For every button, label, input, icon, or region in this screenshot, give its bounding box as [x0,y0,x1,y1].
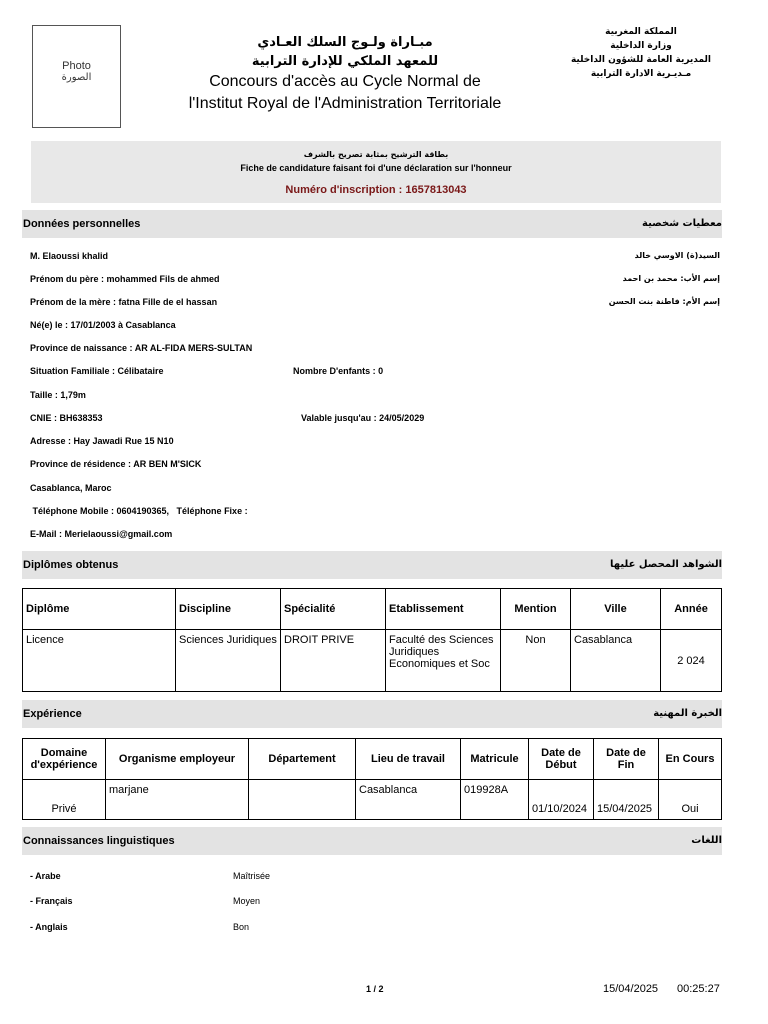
birth-date: Né(e) le : 17/01/2003 à Casablanca [30,320,176,330]
cnie-validity: Valable jusqu'au : 24/05/2029 [301,413,425,423]
residence-province: Province de résidence : AR BEN M'SICK [30,459,202,469]
column-header: Organisme employeur [106,739,249,780]
column-header: Date de Début [529,739,594,780]
column-header: Mention [501,589,571,630]
mother-name: Prénom de la mère : fatna Fille de el hassan [30,297,218,307]
print-date: 15/04/2025 [603,983,659,995]
section-title-ar: معطيات شخصية [642,218,722,229]
section-experience-header [22,700,722,728]
language-level: Moyen [233,896,261,906]
photo-label-ar: الصورة [61,72,92,83]
section-title-ar: اللغات [691,835,722,846]
table-cell: Faculté des Sciences Juridiques Economiques et Soc [386,630,501,692]
marital-status: Situation Familiale : Célibataire [30,366,164,376]
height: Taille : 1,79m [30,390,86,400]
birth-province: Province de naissance : AR AL-FIDA MERS-SULTAN [30,343,253,353]
banner-ar: بطاقة الترشيح بمثابة تصريح بالشرف [303,150,449,159]
table-cell: 019928A [461,780,529,820]
column-header: Lieu de travail [356,739,461,780]
ministry-line: وزارة الداخلية [610,41,672,51]
section-title: Données personnelles [23,218,141,230]
language-level: Bon [233,922,250,932]
column-header: En Cours [659,739,722,780]
candidate-name: M. Elaoussi khalid [30,251,109,261]
column-header: Année [661,589,722,630]
table-header-row [23,739,722,780]
table-row [23,630,722,692]
section-personal-header [22,210,722,238]
section-title: Diplômes obtenus [23,559,119,571]
table-cell: Licence [23,630,176,692]
ministry-line: المديرية العامة للشؤون الداخلية [570,55,712,65]
inscription-number: Numéro d'inscription : 1657813043 [285,184,467,196]
table-cell: Non [501,630,571,692]
column-header: Département [249,739,356,780]
table-cell: 2 024 [661,630,722,692]
table-cell: Casablanca [356,780,461,820]
ministry-header [560,25,722,81]
column-header: Spécialité [281,589,386,630]
section-languages-header [22,827,722,855]
email: E-Mail : Merielaoussi@gmail.com [30,529,173,539]
phone: Téléphone Mobile : 0604190365, Téléphone Fixe : [30,506,248,516]
banner-fr: Fiche de candidature faisant foi d'une déclaration sur l'honneur [240,163,512,173]
language-name: - Français [30,896,73,906]
section-title-ar: الخبرة المهنية [653,708,722,719]
table-cell: Privé [23,780,106,820]
column-header: Etablissement [386,589,501,630]
language-name: - Arabe [30,871,61,881]
column-header: Domaine d'expérience [23,739,106,780]
table-cell: Casablanca [571,630,661,692]
table-cell: Sciences Juridiques [176,630,281,692]
mother-name-ar: إسم الأم: فاطنة بنت الحسن [608,297,720,306]
table-cell: 01/10/2024 [529,780,594,820]
table-cell: marjane [106,780,249,820]
language-name: - Anglais [30,922,68,932]
column-header: Discipline [176,589,281,630]
candidature-banner [31,141,721,203]
header-fr-line2: l'Institut Royal de l'Administration Territoriale [188,95,502,112]
table-cell [249,780,356,820]
print-time: 00:25:27 [677,983,720,995]
table-header-row [23,589,722,630]
father-name: Prénom du père : mohammed Fils de ahmed [30,274,220,284]
column-header: Diplôme [23,589,176,630]
section-title: Expérience [23,708,82,720]
section-diplomas-header [22,551,722,579]
column-header: Ville [571,589,661,630]
page-header [160,33,530,115]
photo-label: Photo [62,60,91,72]
candidate-name-ar: السيد(ة) الاوسي خالد [634,251,720,260]
column-header: Matricule [461,739,529,780]
header-ar-line2: للمعهد الملكي للإدارة الترابية [251,54,439,69]
diplomas-table [22,588,722,692]
language-level: Maîtrisée [233,871,271,881]
column-header: Date de Fin [594,739,659,780]
table-cell: DROIT PRIVE [281,630,386,692]
city-country: Casablanca, Maroc [30,483,112,493]
section-title: Connaissances linguistiques [23,835,175,847]
header-ar-line1: مبـاراة ولـوج السلك العـادي [257,35,433,50]
page-number: 1 / 2 [366,984,384,994]
table-cell: Oui [659,780,722,820]
ministry-line: المملكة المغربية [605,27,677,37]
table-row [23,780,722,820]
section-title-ar: الشواهد المحصل عليها [610,559,722,570]
children-count: Nombre D'enfants : 0 [293,366,384,376]
ministry-line: مـديـرية الادارة الترابية [590,69,692,79]
father-name-ar: إسم الأب: محمد بن احمد [622,274,720,283]
cnie: CNIE : BH638353 [30,413,103,423]
experience-table [22,738,722,820]
table-cell: 15/04/2025 [594,780,659,820]
photo-box [32,25,121,128]
address: Adresse : Hay Jawadi Rue 15 N10 [30,436,174,446]
header-fr-line1: Concours d'accès au Cycle Normal de [209,73,481,90]
